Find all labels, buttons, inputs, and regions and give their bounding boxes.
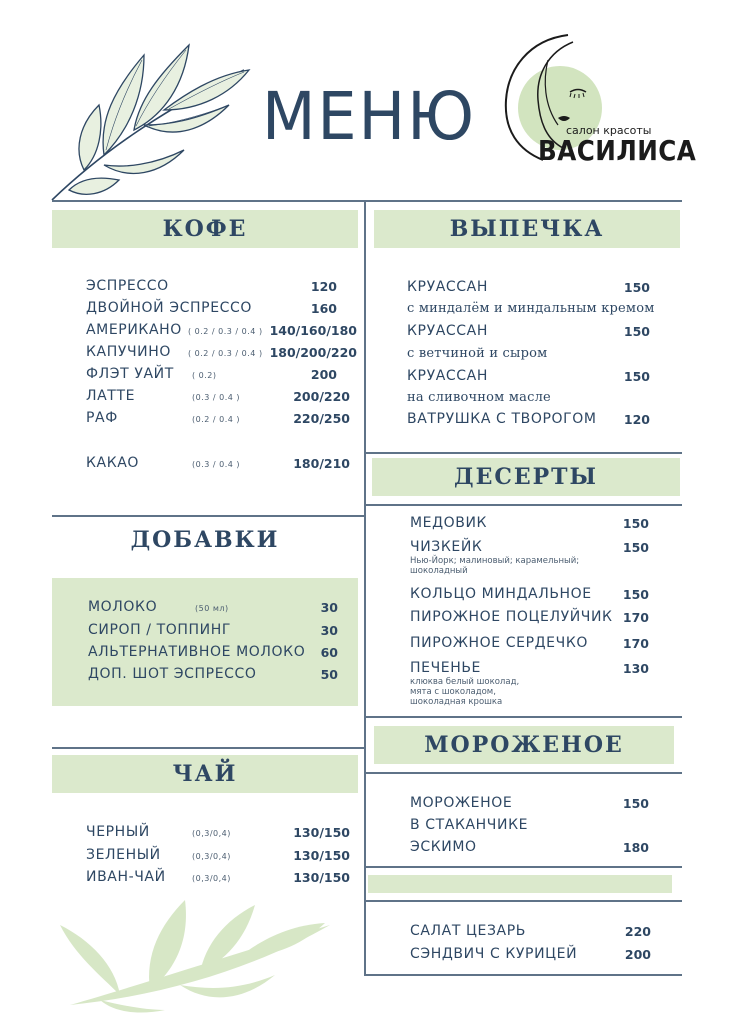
dessert-item-price: 150: [622, 516, 649, 531]
tea-item-name: ИВАН-ЧАЙ: [86, 869, 166, 885]
coffee-item-price: 200: [310, 367, 337, 382]
snack-item-price: 220: [624, 924, 651, 939]
dessert-item-price: 130: [622, 661, 649, 676]
icecream-item-name: ЭСКИМО: [410, 839, 477, 855]
coffee-item-size: ( 0.2 / 0.3 / 0.4 ): [188, 349, 263, 358]
coffee-item-price: 140/160/180: [269, 323, 357, 338]
dessert-item-price: 150: [622, 540, 649, 555]
coffee-item-name: ДВОЙНОЙ ЭСПРЕССО: [86, 300, 253, 316]
dessert-item-name: КОЛЬЦО МИНДАЛЬНОЕ: [410, 586, 592, 602]
empty-band: [368, 875, 672, 893]
tea-item-size: (0,3/0,4): [192, 852, 231, 861]
pastry-title: ВЫПЕЧКА: [449, 216, 605, 242]
dessert-item-note: шоколадная крошка: [410, 697, 503, 707]
brand-name: ВАСИЛИСА: [538, 134, 697, 167]
dessert-item-name: ЧИЗКЕЙК: [410, 539, 483, 555]
dessert-item-name: МЕДОВИК: [410, 515, 488, 531]
pastry-item-desc: с ветчиной и сыром: [407, 346, 548, 361]
addon-item-size: (50 мл): [195, 604, 229, 613]
addons-band: [52, 578, 358, 706]
coffee-item-name: ЭСПРЕССО: [86, 278, 169, 294]
coffee-item-name: ФЛЭТ УАЙТ: [86, 366, 174, 382]
coffee-item-price: 180/200/220: [269, 345, 357, 360]
dessert-item-note: шоколадный: [410, 566, 468, 576]
icecream-item-price: 150: [622, 796, 649, 811]
coffee-item-size: (0.3 / 0.4 ): [192, 460, 241, 469]
coffee-item-size: ( 0.2 / 0.3 / 0.4 ): [188, 327, 263, 336]
divider-addons-tea: [52, 747, 364, 749]
coffee-item-price: 180/210: [293, 456, 350, 471]
pastry-item-desc: на сливочном масле: [407, 390, 551, 405]
coffee-title: КОФЕ: [162, 216, 248, 242]
addon-item-price: 60: [320, 645, 338, 660]
divider-desserts-icecream: [364, 716, 682, 718]
pastry-item-name: КРУАССАН: [407, 323, 488, 339]
divider-icecream-top: [364, 772, 682, 774]
addon-item-name: СИРОП / ТОППИНГ: [88, 622, 232, 638]
pastry-item-price: 150: [623, 280, 650, 295]
coffee-item-size: (0.3 / 0.4 ): [192, 393, 241, 402]
tea-item-name: ЗЕЛЕНЫЙ: [86, 847, 161, 863]
icecream-item-price: 180: [622, 840, 649, 855]
dessert-item-price: 170: [622, 636, 649, 651]
dessert-item-note: мята с шоколадом,: [410, 687, 496, 697]
coffee-item-name: ЛАТТЕ: [86, 388, 136, 404]
menu-title: МЕНЮ: [262, 78, 476, 155]
divider-icecream-empty: [364, 866, 682, 868]
addon-item-price: 50: [320, 667, 338, 682]
coffee-item-price: 200/220: [293, 389, 350, 404]
coffee-item-name: КАПУЧИНО: [86, 344, 171, 360]
coffee-item-price: 160: [310, 301, 337, 316]
pastry-item-price: 150: [623, 369, 650, 384]
tea-item-price: 130/150: [293, 825, 350, 840]
dessert-item-name: ПЕЧЕНЬЕ: [410, 660, 481, 676]
icecream-item-name: МОРОЖЕНОЕ: [410, 795, 513, 811]
coffee-item-price: 120: [310, 279, 337, 294]
pastry-item-name: КРУАССАН: [407, 368, 488, 384]
pastry-item-price: 150: [623, 324, 650, 339]
snack-item-name: СЭНДВИЧ С КУРИЦЕЙ: [410, 946, 578, 962]
pastry-item-desc: с миндалём и миндальным кремом: [407, 301, 655, 316]
tea-item-name: ЧЕРНЫЙ: [86, 824, 150, 840]
tea-item-price: 130/150: [293, 870, 350, 885]
tea-title: ЧАЙ: [172, 761, 238, 787]
dessert-item-note: Нью-Йорк; малиновый; карамельный;: [410, 556, 580, 566]
tea-item-size: (0,3/0,4): [192, 874, 231, 883]
addon-item-name: АЛЬТЕРНАТИВНОЕ МОЛОКО: [88, 644, 306, 660]
coffee-item-name: АМЕРИКАНО: [86, 322, 182, 338]
divider-top: [52, 200, 682, 202]
tea-item-size: (0,3/0,4): [192, 829, 231, 838]
addon-item-price: 30: [320, 600, 338, 615]
pastry-item-price: 120: [623, 412, 650, 427]
dessert-item-price: 170: [622, 610, 649, 625]
divider-bottom: [364, 974, 682, 976]
coffee-item-name: РАФ: [86, 410, 118, 426]
dessert-item-name: ПИРОЖНОЕ ПОЦЕЛУЙЧИК: [410, 609, 613, 625]
pastry-item-name: ВАТРУШКА С ТВОРОГОМ: [407, 411, 597, 427]
tea-item-price: 130/150: [293, 848, 350, 863]
addons-title: ДОБАВКИ: [130, 527, 280, 553]
coffee-item-size: (0.2 / 0.4 ): [192, 415, 241, 424]
brand-subtitle: салон красоты: [566, 124, 652, 137]
divider-desserts-top: [364, 504, 682, 506]
desserts-title: ДЕСЕРТЫ: [454, 464, 598, 490]
addon-item-name: МОЛОКО: [88, 599, 158, 615]
coffee-item-size: ( 0.2): [192, 371, 217, 380]
addon-item-price: 30: [320, 623, 338, 638]
addon-item-name: ДОП. ШОТ ЭСПРЕССО: [88, 666, 257, 682]
divider-snacks-top: [364, 900, 682, 902]
pastry-item-name: КРУАССАН: [407, 279, 488, 295]
leaf-branch-bottom-illustration: [60, 895, 340, 1015]
icecream-item-name: В СТАКАНЧИКЕ: [410, 817, 529, 833]
leaf-branch-illustration: [44, 40, 254, 205]
divider-pastry-desserts: [364, 452, 682, 454]
dessert-item-note: клюква белый шоколад,: [410, 677, 520, 687]
snack-item-name: САЛАТ ЦЕЗАРЬ: [410, 923, 526, 939]
dessert-item-price: 150: [622, 587, 649, 602]
snack-item-price: 200: [624, 947, 651, 962]
icecream-title: МОРОЖЕНОЕ: [424, 732, 624, 758]
divider-coffee-addons: [52, 515, 364, 517]
coffee-item-price: 220/250: [293, 411, 350, 426]
dessert-item-name: ПИРОЖНОЕ СЕРДЕЧКО: [410, 635, 588, 651]
divider-center: [364, 200, 366, 976]
coffee-item-name: КАКАО: [86, 455, 140, 471]
